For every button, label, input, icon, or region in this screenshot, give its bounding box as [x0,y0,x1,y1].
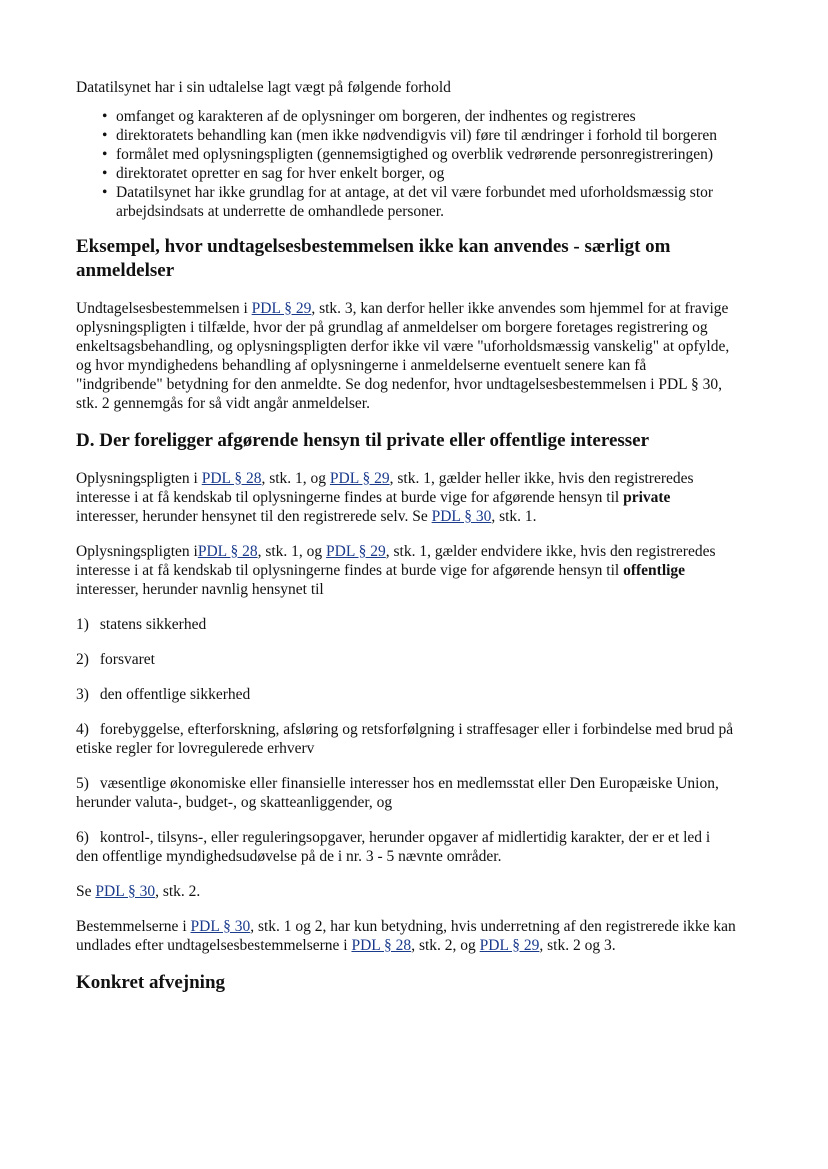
list-number: 1) [76,616,89,633]
text-span: , stk. 3, kan derfor heller ikke anvendes som hjemmel for at fravige oplysningspligten i tilfælde, hvor der på grundlag af anmeldelser om borgere foretages registrering og enkeltsagsbehandling, og oplysningspligten derfor ikke vil være "uforholdsmæssig vanskelig" at opfylde, og hvor myndighedens behandling af oplysningerne i anmeldelserne eventuelt senere kan få "indgribende" betydning for den anmeldte. Se dog nedenfor, hvor undtagelsesbestemmelsen i PDL § 30, stk. 2 gennemgås for så vidt angår anmeldelser. [76,300,730,412]
list-item [76,615,736,634]
paragraph-public-interests [76,542,736,599]
list-number: 6) [76,829,89,846]
pdl-29-link[interactable]: PDL § 29 [251,300,312,317]
text-span: , stk. 2. [155,883,201,900]
text-span: Undtagelsesbestemmelsen i [76,300,252,317]
list-text: kontrol-, tilsyns-, eller reguleringsopgaver, herunder opgaver af midlertidig karakter, der er et led i den offentlige myndighedsudøvelse på de i nr. 3 - 5 nævnte områder. [76,829,711,865]
pdl-30-link[interactable]: PDL § 30 [190,918,251,935]
pdl-29-link[interactable]: PDL § 29 [326,543,386,560]
text-span: , stk. 2 og 3. [539,937,616,954]
bullet-item: • omfanget og karakteren af de oplysninger om borgeren, der indhentes og registreres [116,107,736,126]
text-span: , stk. 1, og [257,543,327,560]
text-span: interesser, herunder navnlig hensynet til [76,581,324,598]
bullet-item: • direktoratets behandling kan (men ikke nødvendigvis vil) føre til ændringer i forhold til borgeren [116,126,736,145]
bold-term-offentlige: offentlige [623,562,686,579]
pdl-30-link[interactable]: PDL § 30 [431,508,492,525]
pdl-30-link[interactable]: PDL § 30 [95,883,156,900]
pdl-28-link[interactable]: PDL § 28 [197,543,258,560]
paragraph-anmeldelser [76,299,736,413]
pdl-28-link[interactable]: PDL § 28 [201,470,262,487]
section-heading-d: D. Der foreligger afgørende hensyn til private eller offentlige interesser [76,430,650,451]
list-item [76,685,736,704]
paragraph-bestemmelserne [76,917,736,955]
section-heading-exception: Eksempel, hvor undtagelsesbestemmelsen ikke kan anvendes - særligt om anmeldelser [76,236,671,281]
list-number: 3) [76,686,89,703]
list-number: 2) [76,651,89,668]
pdl-29-link[interactable]: PDL § 29 [479,937,540,954]
list-text: statens sikkerhed [99,616,207,633]
document-content [76,78,736,1011]
text-span: , stk. 1, og [261,470,330,487]
list-number: 5) [76,775,89,792]
text-span: interesser, herunder hensynet til den registrerede selv. Se [76,508,432,525]
bold-term-private: private [623,489,671,506]
text-span: , stk. 1 og 2, har kun betydning, hvis underretning af den registrerede ikke kan undlades efter undtagelsesbestemmelserne i [76,918,736,954]
bullet-item: • Datatilsynet har ikke grundlag for at antage, at det vil være forbundet med uforholdsmæssig stor arbejdsindsats at underrette de omhandlede personer. [116,183,736,221]
section-heading-konkret: Konkret afvejning [76,972,226,993]
text-span: Oplysningspligten i [76,543,198,560]
text-span: , stk. 1, gælder heller ikke, hvis den registreredes interesse i at få kendskab til oplysningerne findes at burde vige for afgørende hensyn til [76,470,694,506]
pdl-29-link[interactable]: PDL § 29 [329,470,390,487]
list-text: den offentlige sikkerhed [99,686,251,703]
list-item [76,720,736,758]
paragraph-private-interests [76,469,736,526]
bullet-list [76,107,736,221]
list-text: væsentlige økonomiske eller finansielle interesser hos en medlemsstat eller Den Europæiske Union, herunder valuta-, budget-, og skatteanliggender, og [76,775,719,811]
intro-text: Datatilsynet har i sin udtalelse lagt vægt på følgende forhold [76,79,451,96]
text-span: Oplysningspligten i [76,470,202,487]
list-text: forebyggelse, efterforskning, afsløring og retsforfølgning i straffesager eller i forbindelse med brud på etiske regler for lovregulerede erhverv [76,721,734,757]
text-span: , stk. 1. [491,508,537,525]
text-span: Bestemmelserne i [76,918,191,935]
numbered-list [76,615,736,866]
text-span: Se [76,883,96,900]
list-item [76,828,736,866]
list-text: forsvaret [99,651,155,668]
paragraph-see-pdl-30 [76,882,736,901]
list-item [76,650,736,669]
list-item [76,774,736,812]
text-span: , stk. 1, gælder endvidere ikke, hvis den registreredes interesse i at få kendskab til oplysningerne findes at burde vige for afgørende hensyn til [76,543,716,579]
text-span: , stk. 2, og [411,937,480,954]
bullet-item: • direktoratet opretter en sag for hver enkelt borger, og [116,164,736,183]
pdl-28-link[interactable]: PDL § 28 [351,937,412,954]
list-number: 4) [76,721,89,738]
bullet-item: • formålet med oplysningspligten (gennemsigtighed og overblik vedrørende personregistreringen) [116,145,736,164]
